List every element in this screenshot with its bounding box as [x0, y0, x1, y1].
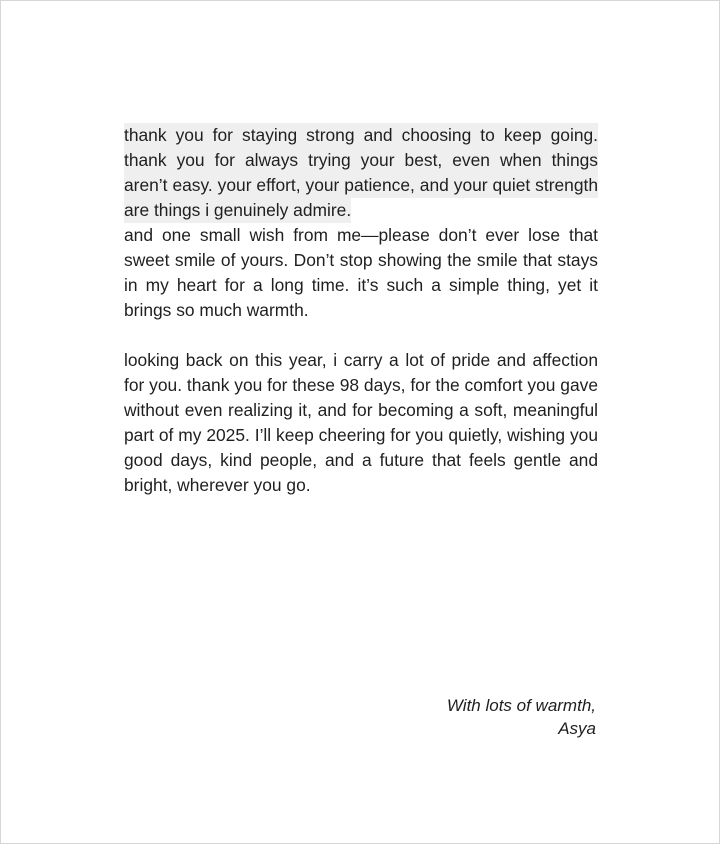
letter-body [124, 123, 598, 498]
closing-line: With lots of warmth, [446, 696, 596, 715]
paragraph-1 [124, 123, 598, 223]
paragraph-spacer [124, 323, 598, 348]
signature-name: Asya [558, 719, 596, 738]
highlighted-paragraph-text: thank you for staying strong and choosing to keep going. thank you for always trying your best, even when things aren’t easy. your effort, your patience, and your quiet strength are things i genuinely admire. [124, 123, 598, 223]
paragraph-2: and one small wish from me—please don’t ever lose that sweet smile of yours. Don’t stop showing the smile that stays in my heart for a long time. it’s such a simple thing, yet it brings so much warmth. [124, 225, 598, 320]
signoff [296, 694, 596, 740]
paragraph-3: looking back on this year, i carry a lot of pride and affection for you. thank you for these 98 days, for the comfort you gave without even realizing it, and for becoming a soft, meaningful part of my 2025. I’ll keep cheering for you quietly, wishing you good days, kind people, and a future that feels gentle and bright, wherever you go. [124, 350, 598, 495]
